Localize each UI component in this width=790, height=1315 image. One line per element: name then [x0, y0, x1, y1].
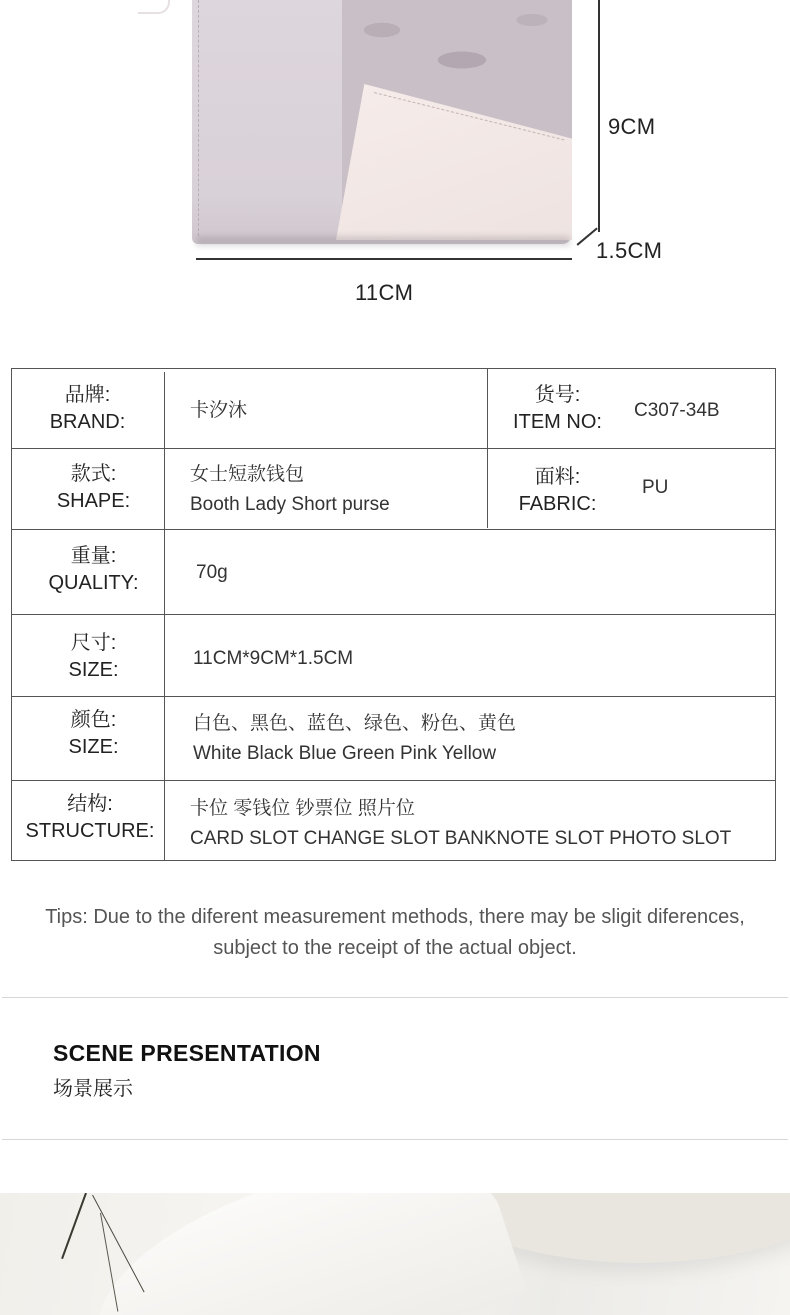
size-label-en: SIZE:: [68, 659, 119, 681]
fabric-label-cn: 面料:: [534, 466, 581, 488]
structure-value-en: CARD SLOT CHANGE SLOT BANKNOTE SLOT PHOTO SLOT: [190, 828, 732, 849]
section-divider: [2, 997, 788, 998]
tips-line-1: Tips: Due to the diferent measurement methods, there may be sligit diferences,: [45, 906, 745, 928]
shape-value: [190, 460, 390, 520]
structure-label: [15, 791, 165, 845]
brand-label-en: BRAND:: [49, 411, 126, 433]
color-value: [193, 709, 516, 769]
weight-label: [11, 543, 176, 597]
color-value-cn: 白色、黑色、蓝色、绿色、粉色、黄色: [193, 713, 517, 734]
structure-label-cn: 结构:: [67, 793, 113, 815]
size-value: 11CM*9CM*1.5CM: [193, 648, 354, 669]
table-divider: [11, 780, 776, 781]
table-border-top: [11, 368, 776, 369]
table-column-divider: [164, 372, 165, 861]
structure-value-cn: 卡位 零钱位 钞票位 照片位: [190, 798, 415, 819]
weight-label-cn: 重量:: [70, 545, 117, 567]
brand-label-cn: 品牌:: [64, 384, 111, 406]
size-label-cn: 尺寸:: [70, 632, 117, 654]
item-no-value: C307-34B: [634, 400, 720, 421]
item-no-label-cn: 货号:: [534, 384, 581, 406]
section-divider: [2, 1139, 788, 1140]
fabric-value: PU: [642, 477, 669, 498]
scene-wallet: [72, 1193, 527, 1315]
shape-label-en: SHAPE:: [56, 490, 131, 512]
tips-line-2: subject to the receipt of the actual object.: [213, 937, 577, 959]
scene-section-subtitle: 场景展示: [53, 1078, 133, 1100]
scene-section-title: SCENE PRESENTATION: [53, 1040, 321, 1066]
width-label: 11CM: [355, 280, 414, 305]
scene-photo: [0, 1193, 790, 1315]
depth-label: 1.5CM: [596, 238, 663, 263]
table-divider: [11, 614, 776, 615]
fabric-label-en: FABRIC:: [518, 493, 597, 515]
shape-value-cn: 女士短款钱包: [190, 464, 305, 485]
table-column-divider: [487, 368, 488, 528]
structure-label-en: STRUCTURE:: [25, 820, 155, 842]
weight-label-en: QUALITY:: [48, 572, 139, 594]
shape-value-en: Booth Lady Short purse: [190, 494, 390, 515]
table-divider: [11, 696, 776, 697]
color-label-cn: 颜色:: [70, 709, 117, 731]
shape-label: [11, 461, 176, 515]
table-border-left: [11, 368, 12, 861]
color-label-en: SIZE:: [68, 736, 119, 758]
dried-flower-stem: [61, 1193, 87, 1259]
height-label: 9CM: [608, 114, 656, 139]
fabric-label: [500, 464, 615, 518]
brand-label: [11, 382, 164, 436]
color-value-en: White Black Blue Green Pink Yellow: [193, 743, 497, 764]
structure-value: [190, 794, 731, 854]
weight-value: 70g: [196, 562, 228, 583]
table-divider: [11, 448, 776, 449]
item-no-label: [500, 382, 615, 436]
table-divider: [11, 529, 776, 530]
table-border-bottom: [11, 860, 776, 861]
item-no-label-en: ITEM NO:: [513, 411, 602, 433]
brand-value: 卡汐沐: [190, 400, 248, 421]
table-border-right: [775, 368, 776, 861]
size-label: [11, 630, 176, 684]
measurement-tips: [0, 902, 790, 964]
color-label: [11, 707, 176, 761]
shape-label-cn: 款式:: [70, 463, 117, 485]
